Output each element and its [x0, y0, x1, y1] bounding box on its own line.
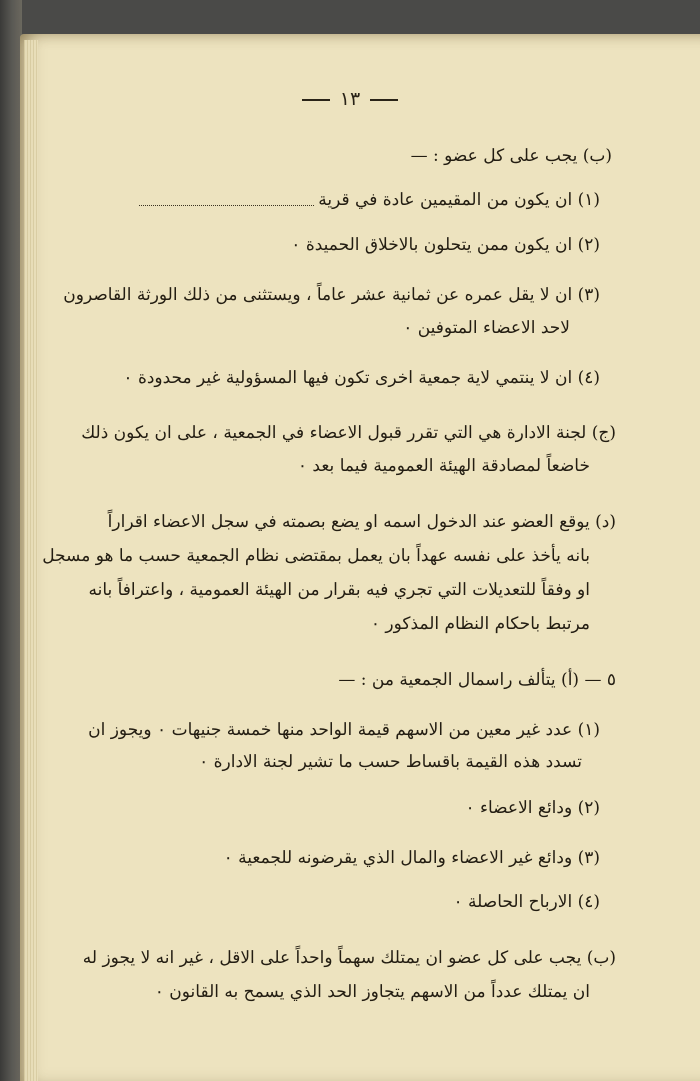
clause-d-line-4: مرتبط باحكام النظام المذكور ٠	[370, 614, 590, 634]
capital-item-1-line-2: تسدد هذه القيمة باقساط حسب ما تشير لجنة الادارة ٠	[199, 752, 582, 772]
capital-item-1-line-1: (١) عدد غير معين من الاسهم قيمة الواحد منها خمسة جنيهات ٠ ويجوز ان	[88, 720, 600, 740]
clause-d-line-2: بانه يأخذ على نفسه عهداً بان يعمل بمقتضى نظام الجمعية حسب ما هو مسجل	[42, 546, 590, 566]
clause-c-line-1: (ج) لجنة الادارة هي التي تقرر قبول الاعضاء في الجمعية ، على ان يكون ذلك	[81, 423, 616, 443]
condition-4: (٤) ان لا ينتمي لاية جمعية اخرى تكون فيها المسؤولية غير محدودة ٠	[123, 368, 600, 388]
clause-5b-line-2: ان يمتلك عدداً من الاسهم يتجاوز الحد الذي يسمح به القانون ٠	[154, 982, 590, 1002]
capital-item-2: (٢) ودائع الاعضاء ٠	[465, 798, 600, 818]
page-number-dash-right	[370, 99, 398, 101]
article-5-heading: ٥ — (أ) يتألف راسمال الجمعية من : —	[338, 670, 616, 690]
book-binding	[0, 0, 22, 1081]
page-edges	[24, 40, 38, 1081]
clause-d-line-1: (د) يوقع العضو عند الدخول اسمه او يضع بصمته في سجل الاعضاء اقراراً	[107, 512, 616, 532]
condition-2: (٢) ان يكون ممن يتحلون بالاخلاق الحميدة ٠	[291, 235, 600, 255]
condition-3-line-2: لاحد الاعضاء المتوفين ٠	[403, 318, 570, 338]
page-number-text: ١٣	[339, 88, 361, 110]
condition-1-text: (١) ان يكون من المقيمين عادة في قرية	[318, 190, 600, 210]
clause-c-line-2: خاضعاً لمصادقة الهيئة العمومية فيما بعد ٠	[297, 456, 590, 476]
page-number-dash-left	[302, 99, 330, 101]
capital-item-3: (٣) ودائع غير الاعضاء والمال الذي يقرضونه للجمعية ٠	[223, 848, 600, 868]
section-b-heading: (ب) يجب على كل عضو : —	[410, 146, 612, 166]
condition-1-blank	[139, 195, 314, 206]
page-number	[0, 88, 700, 110]
clause-d-line-3: او وفقاً للتعديلات التي تجري فيه بقرار من الهيئة العمومية ، واعترافاً بانه	[88, 580, 590, 600]
condition-3-line-1: (٣) ان لا يقل عمره عن ثمانية عشر عاماً ، ويستثنى من ذلك الورثة القاصرون	[63, 285, 600, 305]
capital-item-4: (٤) الارباح الحاصلة ٠	[453, 892, 600, 912]
clause-5b-line-1: (ب) يجب على كل عضو ان يمتلك سهماً واحداً على الاقل ، غير انه لا يجوز له	[82, 948, 616, 968]
condition-1	[139, 188, 600, 212]
